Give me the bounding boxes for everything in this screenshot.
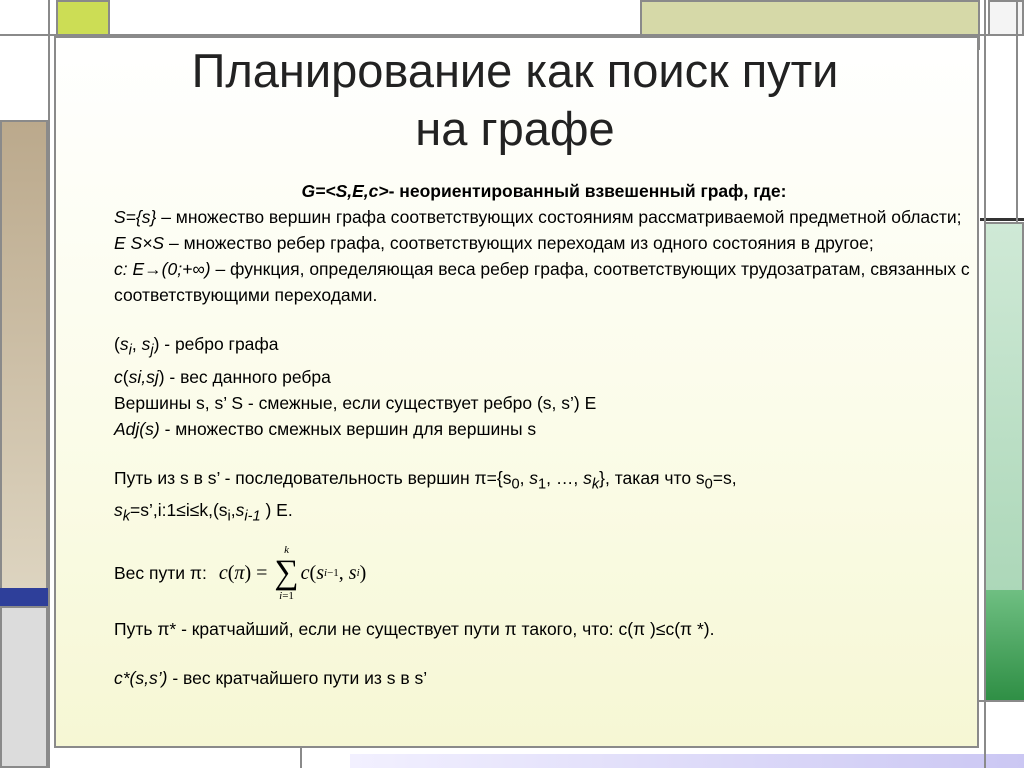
slide-title <box>90 42 940 158</box>
deco-block-lavender-bottom <box>350 754 1024 768</box>
deco-line-v4 <box>1016 0 1018 222</box>
vertices-definition: S={s} – множество вершин графа соответствующих состояниям рассматриваемой предметной области; <box>114 207 962 227</box>
shortest-weight-line: c*(s,s’) - вес кратчайшего пути из s в s’ <box>114 667 428 688</box>
adjacency-line: Вершины s, s’ S - смежные, если существует ребро (s, s’) E <box>114 392 597 413</box>
edge-weight-line: c(si,sj) - вес данного ребра <box>114 366 331 387</box>
path-weight-line: Вес пути π: c ( π ) = k ∑ i=1 c ( s i−1 , s i ) <box>114 543 367 602</box>
deco-block-gray-topright <box>988 0 1024 36</box>
title-line-2: на графе <box>415 102 615 155</box>
cost-function-definition: c: E→(0;+∞) – функция, определяющая веса ребер графа, соответствующих трудозатратам, связанных с соответствующими переходами. <box>114 259 970 305</box>
edges-definition: E S×S – множество ребер графа, соответствующих переходам из одного состояния в другое; <box>114 233 874 253</box>
slide-body <box>114 178 974 691</box>
adj-set-line: Adj(s) - множество смежных вершин для вершины s <box>114 418 537 439</box>
deco-line-v1 <box>48 0 50 768</box>
graph-definition-heading: G=<S,E,c>- неориентированный взвешенный граф, где: <box>301 181 787 201</box>
deco-line-v3 <box>984 0 986 768</box>
deco-block-gray-left <box>0 606 48 768</box>
sum-symbol: ∑ <box>274 553 299 591</box>
path-definition: Путь из s в s’ - последовательность вершин $\pi=\{s_0$, $s_1$, …, $s_k$}, такая что $s_0=s$, $s_k=s’,i:1\le i\le k,(s_i,s_{i-1}$ ) E. <box>114 467 737 525</box>
shortest-path-definition: Путь π* - кратчайший, если не существует пути π такого, что: c(π )≤c(π *). <box>114 618 715 639</box>
deco-block-navy-left <box>0 588 48 606</box>
deco-block-green-right <box>984 590 1024 700</box>
title-line-1: Планирование как поиск пути <box>191 44 839 97</box>
edge-line: ($s_i$, $s_j$) - ребро графа <box>114 334 279 359</box>
path-weight-formula: c ( π ) = k ∑ i=1 c ( s i−1 , s i ) <box>218 543 367 602</box>
deco-block-tan-left <box>0 120 48 590</box>
